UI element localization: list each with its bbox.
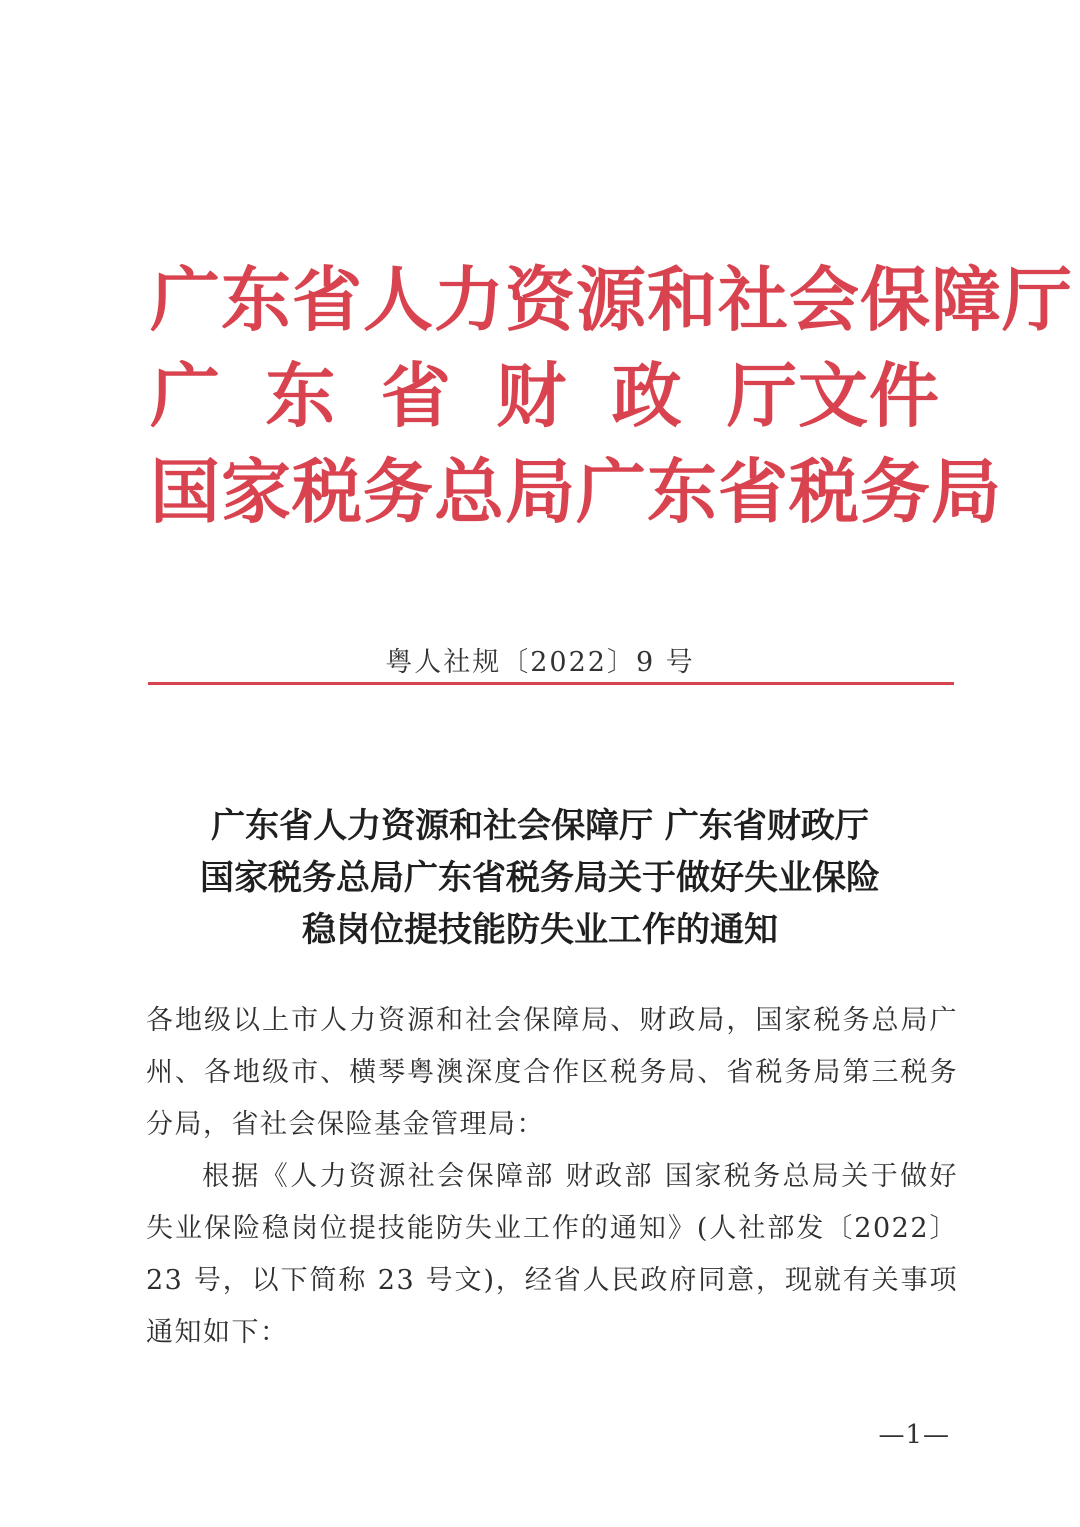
header-char: 厅文件 [726,354,940,437]
document-body [146,995,958,1359]
header-char: 财 [496,354,568,437]
header-char: 政 [611,354,683,437]
title-line: 稳岗位提技能防失业工作的通知 [302,910,778,950]
document-title [0,800,1080,956]
document-number: 粤人社规〔2022〕9 号 [385,647,695,678]
header-line-finance [150,351,940,447]
intro-paragraph: 根据《人力资源社会保障部 财政部 国家税务总局关于做好失业保险稳岗位提技能防失业工作的通知》(人社部发〔2022〕23 号，以下简称 23 号文)，经省人民政府同意，现就有关事项通知如下： [146,1161,958,1348]
header-char: 东 [265,354,337,437]
issuing-agencies-header [150,255,1073,543]
header-char: 广 [150,354,221,437]
header-char: 省 [380,354,452,437]
red-divider-line [148,682,954,685]
page-number: —1— [878,1420,950,1450]
addressee-paragraph: 各地级以上市人力资源和社会保障局、财政局，国家税务总局广州、各地级市、横琴粤澳深度合作区税务局、省税务局第三税务分局，省社会保险基金管理局： [146,1005,958,1140]
title-line: 国家税务总局广东省税务局关于做好失业保险 [200,858,880,898]
header-line-hrss: 广东省人力资源和社会保障厅 [150,258,1073,341]
title-line: 广东省人力资源和社会保障厅 广东省财政厅 [211,806,869,846]
header-line-tax: 国家税务总局广东省税务局 [150,450,1002,533]
